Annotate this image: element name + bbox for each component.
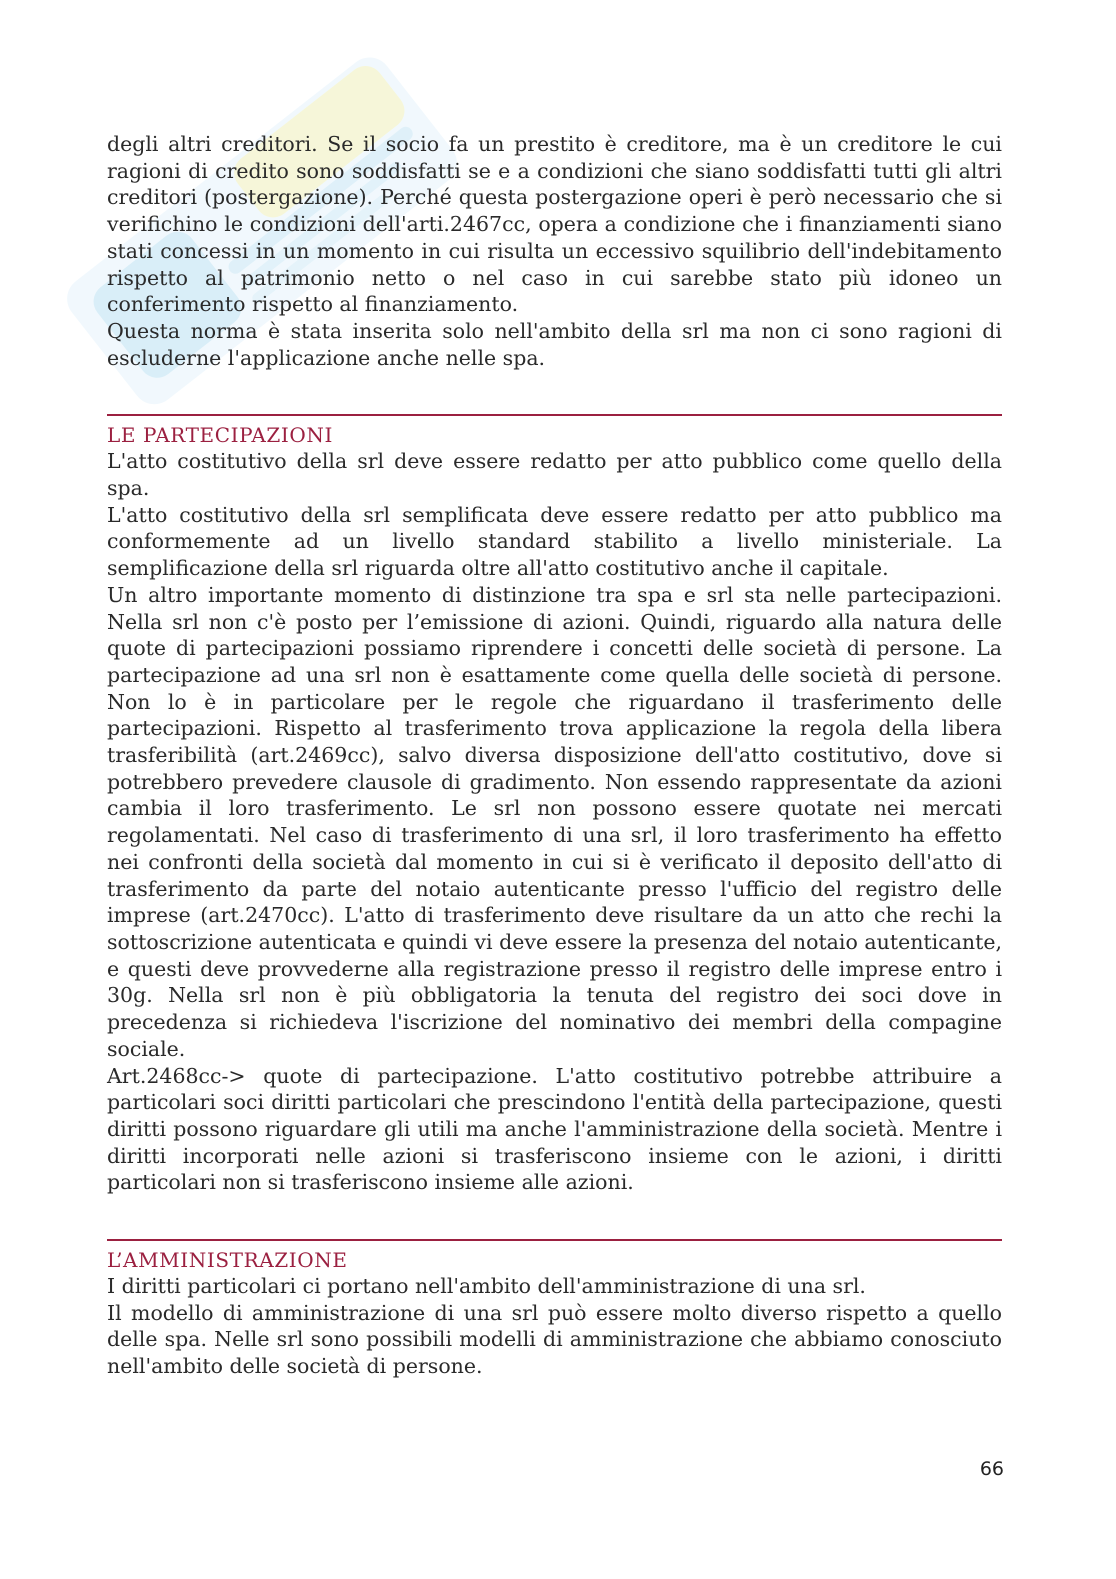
section-heading: LE PARTECIPAZIONI (107, 423, 334, 448)
body-paragraph: Il modello di amministrazione di una srl può essere molto diverso rispetto a quello delle spa. Nelle srl sono possibili modelli di amministrazione che abbiamo conosciuto nell'ambito delle società di persone. (107, 1300, 1002, 1379)
document-body (107, 131, 1002, 1380)
body-paragraph: Un altro importante momento di distinzione tra spa e srl sta nelle partecipazioni. Nella srl non c'è posto per l’emissione di azioni. Quindi, riguardo alla natura delle quote di partecipazioni possiamo riprendere i concetti delle società di persone. La partecipazione ad una srl non è esattamente come quella delle società di persone. Non lo è in particolare per le regole che riguardano il trasferimento delle partecipazioni. Rispetto al trasferimento trova applicazione la regola della libera trasferibilità (art.2469cc), salvo diversa disposizione dell'atto costitutivo, dove si potrebbero prevedere clausole di gradimento. Non essendo rappresentate da azioni cambia il loro trasferimento. Le srl non possono essere quotate nei mercati regolamentati. Nel caso di trasferimento di una srl, il loro trasferimento ha effetto nei confronti della società dal momento in cui si è verificato il deposito dell'atto di trasferimento da parte del notaio autenticante presso l'ufficio del registro delle imprese (art.2470cc). L'atto di trasferimento deve risultare da un atto che rechi la sottoscrizione autenticata e quindi vi deve essere la presenza del notaio autenticante, e questi deve provvederne alla registrazione presso il registro delle imprese entro i 30g. Nella srl non è più obbligatoria la tenuta del registro dei soci dove in precedenza si richiedeva l'iscrizione del nominativo dei membri della compagine sociale. (107, 582, 1002, 1061)
body-paragraph: degli altri creditori. Se il socio fa un prestito è creditore, ma è un creditore le cui ragioni di credito sono soddisfatti se e a condizioni che siano soddisfatti tutti gli altri creditori (postergazione). Perché questa postergazione operi è però necessario che si verifichino le condizioni dell'arti.2467cc, opera a condizione che i finanziamenti siano stati concessi in un momento in cui risulta un eccessivo squilibrio dell'indebitamento rispetto al patrimonio netto o nel caso in cui sarebbe stato più idoneo un conferimento rispetto al finanziamento. (107, 132, 1002, 317)
section-partecipazioni (107, 414, 1002, 1196)
body-paragraph: L'atto costitutivo della srl deve essere redatto per atto pubblico come quello della spa. (107, 449, 1002, 501)
body-paragraph: I diritti particolari ci portano nell'ambito dell'amministrazione di una srl. (107, 1274, 866, 1299)
body-paragraph: L'atto costitutivo della srl semplificata deve essere redatto per atto pubblico ma conformemente ad un livello standard stabilito a livello ministeriale. La semplificazione della srl riguarda oltre all'atto costitutivo anche il capitale. (107, 502, 1002, 581)
body-paragraph: Art.2468cc-> quote di partecipazione. L'atto costitutivo potrebbe attribuire a particolari soci diritti particolari che prescindono l'entità della partecipazione, questi diritti possono riguardare gli utili ma anche l'amministrazione della società. Mentre i diritti incorporati nelle azioni si trasferiscono insieme con le azioni, i diritti particolari non si trasferiscono insieme alle azioni. (107, 1063, 1002, 1195)
page-number: 66 (979, 1458, 1004, 1480)
intro-section (107, 131, 1002, 371)
section-amministrazione (107, 1239, 1002, 1380)
body-paragraph: Questa norma è stata inserita solo nell'ambito della srl ma non ci sono ragioni di escluderne l'applicazione anche nelle spa. (107, 318, 1002, 370)
section-heading: L’AMMINISTRAZIONE (107, 1248, 348, 1273)
